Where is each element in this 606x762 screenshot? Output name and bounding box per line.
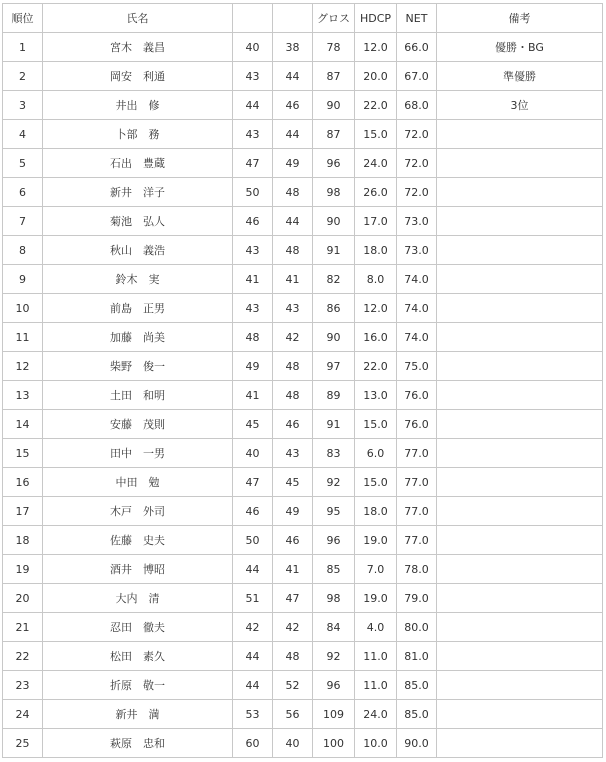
hdcp-cell: 12.0 — [355, 294, 397, 323]
hdcp-cell: 6.0 — [355, 439, 397, 468]
name-cell: 秋山 義浩 — [43, 236, 233, 265]
in-score-cell: 42 — [273, 323, 313, 352]
out-score-cell: 44 — [233, 642, 273, 671]
header-in — [273, 4, 313, 33]
table-row — [3, 613, 603, 642]
in-score-cell: 48 — [273, 236, 313, 265]
net-cell: 90.0 — [397, 729, 437, 758]
table-row — [3, 410, 603, 439]
rank-cell: 2 — [3, 62, 43, 91]
table-row — [3, 555, 603, 584]
table-row — [3, 671, 603, 700]
rank-cell: 12 — [3, 352, 43, 381]
in-score-cell: 56 — [273, 700, 313, 729]
rank-cell: 3 — [3, 91, 43, 120]
net-cell: 76.0 — [397, 381, 437, 410]
name-cell: 鈴木 実 — [43, 265, 233, 294]
out-score-cell: 42 — [233, 613, 273, 642]
in-score-cell: 44 — [273, 207, 313, 236]
out-score-cell: 44 — [233, 555, 273, 584]
hdcp-cell: 12.0 — [355, 33, 397, 62]
net-cell: 73.0 — [397, 236, 437, 265]
name-cell: 卜部 務 — [43, 120, 233, 149]
net-cell: 72.0 — [397, 120, 437, 149]
net-cell: 78.0 — [397, 555, 437, 584]
note-cell — [437, 555, 603, 584]
name-cell: 大内 清 — [43, 584, 233, 613]
note-cell — [437, 700, 603, 729]
header-gross: グロス — [313, 4, 355, 33]
header-hdcp: HDCP — [355, 4, 397, 33]
gross-cell: 85 — [313, 555, 355, 584]
rank-cell: 17 — [3, 497, 43, 526]
net-cell: 85.0 — [397, 700, 437, 729]
in-score-cell: 48 — [273, 352, 313, 381]
gross-cell: 87 — [313, 62, 355, 91]
table-body — [3, 33, 603, 758]
out-score-cell: 43 — [233, 120, 273, 149]
note-cell — [437, 207, 603, 236]
gross-cell: 109 — [313, 700, 355, 729]
gross-cell: 97 — [313, 352, 355, 381]
out-score-cell: 50 — [233, 178, 273, 207]
rank-cell: 6 — [3, 178, 43, 207]
name-cell: 安藤 茂則 — [43, 410, 233, 439]
name-cell: 酒井 博昭 — [43, 555, 233, 584]
name-cell: 折原 敬一 — [43, 671, 233, 700]
table-row — [3, 584, 603, 613]
rank-cell: 13 — [3, 381, 43, 410]
rank-cell: 14 — [3, 410, 43, 439]
note-cell — [437, 265, 603, 294]
gross-cell: 83 — [313, 439, 355, 468]
rank-cell: 11 — [3, 323, 43, 352]
note-cell — [437, 642, 603, 671]
hdcp-cell: 24.0 — [355, 700, 397, 729]
note-cell — [437, 729, 603, 758]
note-cell — [437, 497, 603, 526]
note-cell — [437, 410, 603, 439]
net-cell: 77.0 — [397, 439, 437, 468]
note-cell — [437, 352, 603, 381]
table-row — [3, 323, 603, 352]
gross-cell: 90 — [313, 207, 355, 236]
out-score-cell: 49 — [233, 352, 273, 381]
net-cell: 68.0 — [397, 91, 437, 120]
results-table — [2, 3, 603, 758]
name-cell: 新井 満 — [43, 700, 233, 729]
gross-cell: 100 — [313, 729, 355, 758]
rank-cell: 9 — [3, 265, 43, 294]
in-score-cell: 38 — [273, 33, 313, 62]
name-cell: 中田 勉 — [43, 468, 233, 497]
name-cell: 松田 素久 — [43, 642, 233, 671]
in-score-cell: 44 — [273, 120, 313, 149]
table-row — [3, 178, 603, 207]
note-cell: 優勝・BG — [437, 33, 603, 62]
in-score-cell: 46 — [273, 91, 313, 120]
out-score-cell: 43 — [233, 62, 273, 91]
note-cell — [437, 294, 603, 323]
hdcp-cell: 13.0 — [355, 381, 397, 410]
net-cell: 77.0 — [397, 526, 437, 555]
net-cell: 77.0 — [397, 497, 437, 526]
hdcp-cell: 15.0 — [355, 468, 397, 497]
rank-cell: 15 — [3, 439, 43, 468]
name-cell: 前島 正男 — [43, 294, 233, 323]
table-row — [3, 294, 603, 323]
out-score-cell: 43 — [233, 294, 273, 323]
out-score-cell: 40 — [233, 439, 273, 468]
out-score-cell: 51 — [233, 584, 273, 613]
note-cell: 準優勝 — [437, 62, 603, 91]
net-cell: 72.0 — [397, 178, 437, 207]
table-row — [3, 91, 603, 120]
hdcp-cell: 26.0 — [355, 178, 397, 207]
header-rank: 順位 — [3, 4, 43, 33]
rank-cell: 20 — [3, 584, 43, 613]
out-score-cell: 50 — [233, 526, 273, 555]
rank-cell: 5 — [3, 149, 43, 178]
gross-cell: 89 — [313, 381, 355, 410]
net-cell: 74.0 — [397, 265, 437, 294]
header-note: 備考 — [437, 4, 603, 33]
in-score-cell: 45 — [273, 468, 313, 497]
hdcp-cell: 20.0 — [355, 62, 397, 91]
out-score-cell: 47 — [233, 468, 273, 497]
hdcp-cell: 8.0 — [355, 265, 397, 294]
net-cell: 81.0 — [397, 642, 437, 671]
name-cell: 土田 和明 — [43, 381, 233, 410]
net-cell: 74.0 — [397, 323, 437, 352]
table-header — [3, 4, 603, 33]
rank-cell: 1 — [3, 33, 43, 62]
in-score-cell: 43 — [273, 294, 313, 323]
table-row — [3, 149, 603, 178]
table-row — [3, 33, 603, 62]
gross-cell: 82 — [313, 265, 355, 294]
note-cell — [437, 323, 603, 352]
in-score-cell: 40 — [273, 729, 313, 758]
rank-cell: 8 — [3, 236, 43, 265]
in-score-cell: 48 — [273, 642, 313, 671]
hdcp-cell: 11.0 — [355, 671, 397, 700]
in-score-cell: 41 — [273, 555, 313, 584]
table-row — [3, 497, 603, 526]
name-cell: 忍田 徹夫 — [43, 613, 233, 642]
note-cell — [437, 149, 603, 178]
note-cell — [437, 381, 603, 410]
name-cell: 萩原 忠和 — [43, 729, 233, 758]
hdcp-cell: 22.0 — [355, 352, 397, 381]
in-score-cell: 48 — [273, 381, 313, 410]
gross-cell: 91 — [313, 410, 355, 439]
note-cell: 3位 — [437, 91, 603, 120]
table-row — [3, 642, 603, 671]
hdcp-cell: 18.0 — [355, 236, 397, 265]
gross-cell: 92 — [313, 642, 355, 671]
note-cell — [437, 236, 603, 265]
gross-cell: 96 — [313, 526, 355, 555]
in-score-cell: 42 — [273, 613, 313, 642]
gross-cell: 92 — [313, 468, 355, 497]
hdcp-cell: 24.0 — [355, 149, 397, 178]
out-score-cell: 41 — [233, 381, 273, 410]
out-score-cell: 44 — [233, 91, 273, 120]
name-cell: 宮木 義昌 — [43, 33, 233, 62]
rank-cell: 7 — [3, 207, 43, 236]
rank-cell: 25 — [3, 729, 43, 758]
hdcp-cell: 19.0 — [355, 584, 397, 613]
name-cell: 石出 豊蔵 — [43, 149, 233, 178]
in-score-cell: 48 — [273, 178, 313, 207]
net-cell: 76.0 — [397, 410, 437, 439]
hdcp-cell: 16.0 — [355, 323, 397, 352]
in-score-cell: 52 — [273, 671, 313, 700]
gross-cell: 84 — [313, 613, 355, 642]
in-score-cell: 49 — [273, 497, 313, 526]
name-cell: 岡安 利通 — [43, 62, 233, 91]
out-score-cell: 44 — [233, 671, 273, 700]
name-cell: 新井 洋子 — [43, 178, 233, 207]
out-score-cell: 45 — [233, 410, 273, 439]
gross-cell: 96 — [313, 149, 355, 178]
gross-cell: 90 — [313, 323, 355, 352]
out-score-cell: 43 — [233, 236, 273, 265]
out-score-cell: 40 — [233, 33, 273, 62]
note-cell — [437, 120, 603, 149]
out-score-cell: 60 — [233, 729, 273, 758]
header-out — [233, 4, 273, 33]
gross-cell: 90 — [313, 91, 355, 120]
net-cell: 77.0 — [397, 468, 437, 497]
hdcp-cell: 15.0 — [355, 410, 397, 439]
table-row — [3, 62, 603, 91]
net-cell: 80.0 — [397, 613, 437, 642]
net-cell: 66.0 — [397, 33, 437, 62]
rank-cell: 18 — [3, 526, 43, 555]
in-score-cell: 46 — [273, 410, 313, 439]
gross-cell: 98 — [313, 178, 355, 207]
gross-cell: 91 — [313, 236, 355, 265]
gross-cell: 87 — [313, 120, 355, 149]
table-row — [3, 729, 603, 758]
gross-cell: 96 — [313, 671, 355, 700]
net-cell: 67.0 — [397, 62, 437, 91]
hdcp-cell: 15.0 — [355, 120, 397, 149]
net-cell: 74.0 — [397, 294, 437, 323]
out-score-cell: 46 — [233, 207, 273, 236]
out-score-cell: 48 — [233, 323, 273, 352]
net-cell: 85.0 — [397, 671, 437, 700]
hdcp-cell: 7.0 — [355, 555, 397, 584]
note-cell — [437, 178, 603, 207]
net-cell: 75.0 — [397, 352, 437, 381]
hdcp-cell: 4.0 — [355, 613, 397, 642]
net-cell: 72.0 — [397, 149, 437, 178]
gross-cell: 95 — [313, 497, 355, 526]
out-score-cell: 53 — [233, 700, 273, 729]
rank-cell: 19 — [3, 555, 43, 584]
rank-cell: 23 — [3, 671, 43, 700]
in-score-cell: 44 — [273, 62, 313, 91]
hdcp-cell: 10.0 — [355, 729, 397, 758]
name-cell: 井出 修 — [43, 91, 233, 120]
rank-cell: 4 — [3, 120, 43, 149]
table-row — [3, 468, 603, 497]
note-cell — [437, 584, 603, 613]
rank-cell: 16 — [3, 468, 43, 497]
note-cell — [437, 439, 603, 468]
table-row — [3, 526, 603, 555]
header-net: NET — [397, 4, 437, 33]
name-cell: 佐藤 史夫 — [43, 526, 233, 555]
net-cell: 79.0 — [397, 584, 437, 613]
rank-cell: 24 — [3, 700, 43, 729]
hdcp-cell: 22.0 — [355, 91, 397, 120]
in-score-cell: 43 — [273, 439, 313, 468]
name-cell: 加藤 尚美 — [43, 323, 233, 352]
rank-cell: 21 — [3, 613, 43, 642]
out-score-cell: 46 — [233, 497, 273, 526]
gross-cell: 78 — [313, 33, 355, 62]
in-score-cell: 49 — [273, 149, 313, 178]
note-cell — [437, 671, 603, 700]
note-cell — [437, 468, 603, 497]
hdcp-cell: 11.0 — [355, 642, 397, 671]
table-row — [3, 207, 603, 236]
header-row — [3, 4, 603, 33]
hdcp-cell: 18.0 — [355, 497, 397, 526]
in-score-cell: 47 — [273, 584, 313, 613]
table-row — [3, 381, 603, 410]
table-row — [3, 120, 603, 149]
table-row — [3, 352, 603, 381]
gross-cell: 98 — [313, 584, 355, 613]
note-cell — [437, 526, 603, 555]
name-cell: 菊池 弘人 — [43, 207, 233, 236]
table-row — [3, 265, 603, 294]
table-row — [3, 439, 603, 468]
in-score-cell: 41 — [273, 265, 313, 294]
header-name: 氏名 — [43, 4, 233, 33]
gross-cell: 86 — [313, 294, 355, 323]
name-cell: 田中 一男 — [43, 439, 233, 468]
net-cell: 73.0 — [397, 207, 437, 236]
note-cell — [437, 613, 603, 642]
hdcp-cell: 19.0 — [355, 526, 397, 555]
out-score-cell: 41 — [233, 265, 273, 294]
table-row — [3, 700, 603, 729]
table-row — [3, 236, 603, 265]
in-score-cell: 46 — [273, 526, 313, 555]
hdcp-cell: 17.0 — [355, 207, 397, 236]
rank-cell: 22 — [3, 642, 43, 671]
rank-cell: 10 — [3, 294, 43, 323]
out-score-cell: 47 — [233, 149, 273, 178]
name-cell: 木戸 外司 — [43, 497, 233, 526]
name-cell: 柴野 俊一 — [43, 352, 233, 381]
